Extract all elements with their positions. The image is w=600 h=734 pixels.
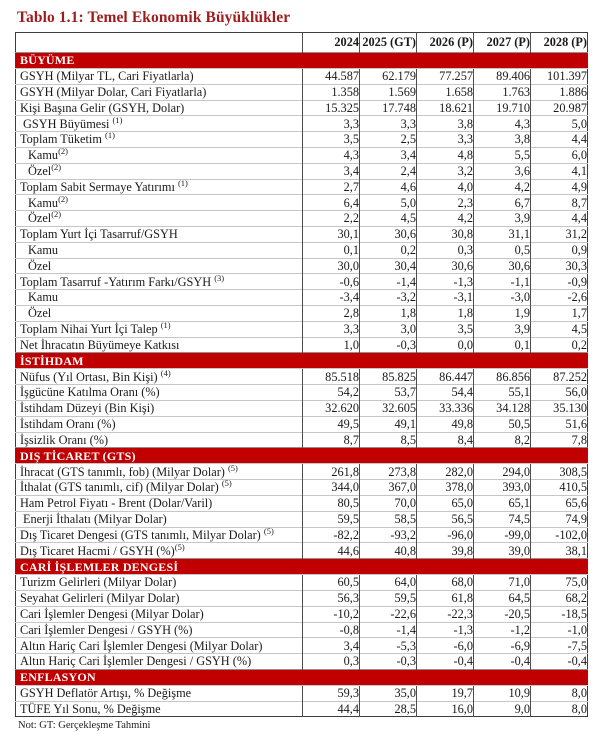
value-cell: 53,7 (360, 385, 417, 401)
value-cell: 15.325 (303, 100, 360, 116)
value-cell: 2,2 (303, 211, 360, 227)
value-cell: 32.605 (360, 400, 417, 416)
table-row (16, 416, 588, 432)
value-cell: 4,0 (417, 179, 474, 195)
table-row (16, 543, 588, 559)
footnote-marker: (1) (104, 131, 115, 141)
row-label: GSYH (Milyar TL, Cari Fiyatlarla) (16, 69, 303, 85)
table-row (16, 242, 588, 258)
value-cell: 3,4 (303, 163, 360, 179)
value-cell: -5,3 (360, 638, 417, 654)
value-cell: 3,4 (360, 147, 417, 163)
value-cell: 30,3 (531, 258, 588, 274)
value-cell: -22,6 (360, 606, 417, 622)
value-cell: -0,4 (417, 654, 474, 670)
value-cell: 30,6 (417, 258, 474, 274)
row-label: Özel (16, 305, 303, 321)
value-cell: -96,0 (417, 527, 474, 543)
table-row (16, 464, 588, 480)
value-cell: 59,5 (360, 590, 417, 606)
value-cell: 1,7 (531, 305, 588, 321)
value-cell: 4,1 (531, 163, 588, 179)
value-cell: 393,0 (474, 480, 531, 496)
value-cell: 0,1 (474, 337, 531, 353)
value-cell: 5,5 (474, 147, 531, 163)
value-cell: -0,9 (531, 274, 588, 290)
value-cell: 54,2 (303, 385, 360, 401)
footnote-marker: (1) (177, 179, 188, 188)
value-cell: 4,4 (531, 132, 588, 148)
row-label: İstihdam Düzeyi (Bin Kişi) (16, 400, 303, 416)
value-cell: 65,6 (531, 495, 588, 511)
value-cell: 3,9 (474, 211, 531, 227)
row-label: Toplam Nihai Yurt İçi Talep $^{(1)}$ (16, 321, 303, 337)
value-cell: 4,5 (531, 321, 588, 337)
value-cell: -1,3 (417, 622, 474, 638)
value-cell: 3,3 (303, 321, 360, 337)
footnote-marker: (2) (51, 210, 62, 220)
value-cell: 0,2 (531, 337, 588, 353)
table-row (16, 321, 588, 337)
row-label: Kamu (16, 242, 303, 258)
table-footnote: Not: GT: Gerçekleşme Tahmini (18, 720, 151, 732)
value-cell: 80,5 (303, 495, 360, 511)
value-cell: 85.518 (303, 369, 360, 385)
row-label: İthalat (GTS tanımlı, cif) (Milyar Dolar) $^{(5)}$ (16, 480, 303, 496)
table-row (16, 575, 588, 591)
value-cell: 7,8 (531, 432, 588, 448)
value-cell: -6,0 (417, 638, 474, 654)
footnote-marker: (1) (112, 115, 123, 125)
value-cell: 39,0 (474, 543, 531, 559)
value-cell: 3,8 (417, 116, 474, 132)
value-cell: 74,9 (531, 511, 588, 527)
footnote-marker: (2) (51, 163, 62, 172)
value-cell: 59,5 (303, 511, 360, 527)
table-row (16, 685, 588, 701)
value-cell: 31,1 (474, 226, 531, 242)
column-header: 2024 (303, 33, 360, 53)
value-cell: 3,2 (417, 163, 474, 179)
value-cell: 49,5 (303, 416, 360, 432)
value-cell: 31,2 (531, 226, 588, 242)
value-cell: 4,3 (303, 147, 360, 163)
row-label: Özel (16, 258, 303, 274)
row-label: Altın Hariç Cari İşlemler Dengesi / GSYH (%) (16, 654, 303, 670)
value-cell: 60,5 (303, 575, 360, 591)
row-label: Özel$^{(2)}$ (16, 211, 303, 227)
footnote-marker: (3) (214, 273, 225, 283)
value-cell: 410,5 (531, 480, 588, 496)
value-cell: 39,8 (417, 543, 474, 559)
value-cell: 261,8 (303, 464, 360, 480)
value-cell: 8,2 (474, 432, 531, 448)
row-label: Kamu$^{(2)}$ (16, 147, 303, 163)
row-label: Nüfus (Yıl Ortası, Bin Kişi) $^{(4)}$ (16, 369, 303, 385)
value-cell: 0,3 (303, 654, 360, 670)
section-row (16, 669, 588, 685)
table-row (16, 432, 588, 448)
value-cell: 64,5 (474, 590, 531, 606)
value-cell: 49,1 (360, 416, 417, 432)
section-header: ENFLASYON (16, 669, 588, 685)
value-cell: 273,8 (360, 464, 417, 480)
value-cell: 0,9 (531, 242, 588, 258)
section-row (16, 353, 588, 369)
column-header: 2026 (P) (417, 33, 474, 53)
value-cell: 4,4 (531, 211, 588, 227)
value-cell: 9,0 (474, 701, 531, 717)
table-header (16, 33, 588, 53)
value-cell: 1.763 (474, 84, 531, 100)
column-header: 2028 (P) (531, 33, 588, 53)
value-cell: 2,5 (360, 132, 417, 148)
value-cell: 17.748 (360, 100, 417, 116)
value-cell: 4,2 (474, 179, 531, 195)
value-cell: 35,0 (360, 685, 417, 701)
table-row (16, 258, 588, 274)
value-cell: 44.587 (303, 69, 360, 85)
value-cell: 28,5 (360, 701, 417, 717)
value-cell: -22,3 (417, 606, 474, 622)
value-cell: 8,0 (531, 685, 588, 701)
value-cell: 50,5 (474, 416, 531, 432)
value-cell: 6,4 (303, 195, 360, 211)
table-body (16, 53, 588, 717)
footnote-marker: (5) (174, 542, 185, 552)
value-cell: 4,9 (531, 179, 588, 195)
table-row (16, 116, 588, 132)
corner-cell (16, 33, 303, 53)
value-cell: 77.257 (417, 69, 474, 85)
value-cell: -20,5 (474, 606, 531, 622)
value-cell: 65,1 (474, 495, 531, 511)
table-row (16, 179, 588, 195)
row-label: Turizm Gelirleri (Milyar Dolar) (16, 575, 303, 591)
value-cell: 294,0 (474, 464, 531, 480)
table-row (16, 226, 588, 242)
value-cell: 282,0 (417, 464, 474, 480)
value-cell: 30,4 (360, 258, 417, 274)
value-cell: 6,7 (474, 195, 531, 211)
value-cell: -1,3 (417, 274, 474, 290)
value-cell: 71,0 (474, 575, 531, 591)
value-cell: 1.358 (303, 84, 360, 100)
value-cell: 2,3 (417, 195, 474, 211)
section-header: İSTİHDAM (16, 353, 588, 369)
footnote-marker: (4) (160, 368, 171, 378)
value-cell: -1,1 (474, 274, 531, 290)
value-cell: 70,0 (360, 495, 417, 511)
row-label: Toplam Tüketim $^{(1)}$ (16, 132, 303, 148)
table-row (16, 654, 588, 670)
table-row (16, 527, 588, 543)
value-cell: -93,2 (360, 527, 417, 543)
value-cell: 344,0 (303, 480, 360, 496)
value-cell: 8,0 (531, 701, 588, 717)
value-cell: 308,5 (531, 464, 588, 480)
value-cell: 4,5 (360, 211, 417, 227)
table-row (16, 622, 588, 638)
value-cell: -3,4 (303, 290, 360, 306)
value-cell: 68,0 (417, 575, 474, 591)
value-cell: 2,8 (303, 305, 360, 321)
value-cell: 33.336 (417, 400, 474, 416)
value-cell: 38,1 (531, 543, 588, 559)
value-cell: -82,2 (303, 527, 360, 543)
section-row (16, 559, 588, 575)
footnote-marker: (5) (227, 463, 238, 473)
value-cell: 1,8 (360, 305, 417, 321)
table-row (16, 400, 588, 416)
value-cell: 56,5 (417, 511, 474, 527)
row-label: İşsizlik Oranı (%) (16, 432, 303, 448)
value-cell: -99,0 (474, 527, 531, 543)
table-row (16, 163, 588, 179)
table-row (16, 211, 588, 227)
value-cell: 65,0 (417, 495, 474, 511)
value-cell: 44,4 (303, 701, 360, 717)
value-cell: -3,0 (474, 290, 531, 306)
value-cell: 85.825 (360, 369, 417, 385)
value-cell: 2,7 (303, 179, 360, 195)
value-cell: 3,9 (474, 321, 531, 337)
column-header-row (16, 33, 588, 53)
value-cell: 20.987 (531, 100, 588, 116)
value-cell: 35.130 (531, 400, 588, 416)
section-header: CARİ İŞLEMLER DENGESİ (16, 559, 588, 575)
value-cell: 4,2 (417, 211, 474, 227)
value-cell: -102,0 (531, 527, 588, 543)
value-cell: -0,8 (303, 622, 360, 638)
value-cell: 8,5 (360, 432, 417, 448)
value-cell: 5,0 (360, 195, 417, 211)
value-cell: 30,6 (360, 226, 417, 242)
value-cell: 3,6 (474, 163, 531, 179)
value-cell: 101.397 (531, 69, 588, 85)
value-cell: 5,0 (531, 116, 588, 132)
row-label: Altın Hariç Cari İşlemler Dengesi (Milyar Dolar) (16, 638, 303, 654)
row-label: GSYH Büyümesi $^{(1)}$ (16, 116, 303, 132)
value-cell: -0,4 (474, 654, 531, 670)
value-cell: 3,5 (303, 132, 360, 148)
value-cell: 62.179 (360, 69, 417, 85)
table-row (16, 274, 588, 290)
value-cell: -10,2 (303, 606, 360, 622)
value-cell: -0,6 (303, 274, 360, 290)
table-row (16, 385, 588, 401)
section-header: BÜYÜME (16, 53, 588, 69)
value-cell: 40,8 (360, 543, 417, 559)
value-cell: 3,3 (303, 116, 360, 132)
table-row (16, 305, 588, 321)
value-cell: 0,3 (417, 242, 474, 258)
value-cell: 378,0 (417, 480, 474, 496)
value-cell: -1,4 (360, 274, 417, 290)
row-label: İhracat (GTS tanımlı, fob) (Milyar Dolar) $^{(5)}$ (16, 464, 303, 480)
value-cell: 49,8 (417, 416, 474, 432)
value-cell: 30,1 (303, 226, 360, 242)
value-cell: -3,1 (417, 290, 474, 306)
row-label: Toplam Tasarruf -Yatırım Farkı/GSYH $^{(3)}$ (16, 274, 303, 290)
row-label: Kamu$^{(2)}$ (16, 195, 303, 211)
table-row (16, 480, 588, 496)
value-cell: 3,5 (417, 321, 474, 337)
section-header: DIŞ TİCARET (GTS) (16, 448, 588, 464)
value-cell: 8,4 (417, 432, 474, 448)
value-cell: 34.128 (474, 400, 531, 416)
value-cell: 1,9 (474, 305, 531, 321)
value-cell: -18,5 (531, 606, 588, 622)
value-cell: 8,7 (303, 432, 360, 448)
value-cell: 4,6 (360, 179, 417, 195)
value-cell: 56,3 (303, 590, 360, 606)
value-cell: 1.658 (417, 84, 474, 100)
row-label: Dış Ticaret Dengesi (GTS tanımlı, Milyar Dolar) $^{(5)}$ (16, 527, 303, 543)
row-label: Kişi Başına Gelir (GSYH, Dolar) (16, 100, 303, 116)
value-cell: 8,7 (531, 195, 588, 211)
footnote-marker: (5) (221, 479, 232, 489)
value-cell: 87.252 (531, 369, 588, 385)
value-cell: 56,0 (531, 385, 588, 401)
row-label: Toplam Yurt İçi Tasarruf/GSYH (16, 226, 303, 242)
row-label: İstihdam Oranı (%) (16, 416, 303, 432)
value-cell: 4,8 (417, 147, 474, 163)
value-cell: 75,0 (531, 575, 588, 591)
row-label: Toplam Sabit Sermaye Yatırımı $^{(1)}$ (16, 179, 303, 195)
value-cell: -7,5 (531, 638, 588, 654)
value-cell: -2,6 (531, 290, 588, 306)
row-label: Kamu (16, 290, 303, 306)
value-cell: -3,2 (360, 290, 417, 306)
row-label: Net İhracatın Büyümeye Katkısı (16, 337, 303, 353)
row-label: Enerji İthalatı (Milyar Dolar) (16, 511, 303, 527)
table-row (16, 369, 588, 385)
row-label: Seyahat Gelirleri (Milyar Dolar) (16, 590, 303, 606)
table-row (16, 195, 588, 211)
table-row (16, 132, 588, 148)
value-cell: -0,3 (360, 337, 417, 353)
value-cell: 18.621 (417, 100, 474, 116)
value-cell: 68,2 (531, 590, 588, 606)
value-cell: 2,4 (360, 163, 417, 179)
value-cell: 3,4 (303, 638, 360, 654)
row-label: Cari İşlemler Dengesi / GSYH (%) (16, 622, 303, 638)
section-row (16, 53, 588, 69)
value-cell: 86.447 (417, 369, 474, 385)
table-row (16, 337, 588, 353)
footnote-marker: (1) (160, 321, 171, 330)
value-cell: -1,4 (360, 622, 417, 638)
value-cell: 61,8 (417, 590, 474, 606)
value-cell: 0,5 (474, 242, 531, 258)
value-cell: 32.620 (303, 400, 360, 416)
value-cell: -1,2 (474, 622, 531, 638)
value-cell: 1,8 (417, 305, 474, 321)
value-cell: 6,0 (531, 147, 588, 163)
value-cell: 74,5 (474, 511, 531, 527)
value-cell: -6,9 (474, 638, 531, 654)
value-cell: -0,4 (531, 654, 588, 670)
table-row (16, 147, 588, 163)
footnote-marker: (2) (58, 194, 68, 204)
economic-table (15, 32, 588, 717)
value-cell: 55,1 (474, 385, 531, 401)
value-cell: 51,6 (531, 416, 588, 432)
value-cell: 64,0 (360, 575, 417, 591)
table-row (16, 100, 588, 116)
value-cell: 1.569 (360, 84, 417, 100)
table-row (16, 290, 588, 306)
row-label: Cari İşlemler Dengesi (Milyar Dolar) (16, 606, 303, 622)
value-cell: 1,0 (303, 337, 360, 353)
footnote-marker: (2) (58, 147, 68, 157)
value-cell: 3,0 (360, 321, 417, 337)
value-cell: 3,3 (417, 132, 474, 148)
row-label: Özel$^{(2)}$ (16, 163, 303, 179)
column-header: 2027 (P) (474, 33, 531, 53)
footnote-marker: (5) (263, 527, 274, 536)
value-cell: 86.856 (474, 369, 531, 385)
table-row (16, 511, 588, 527)
table-row (16, 606, 588, 622)
value-cell: 3,3 (360, 116, 417, 132)
row-label: Dış Ticaret Hacmi / GSYH (%)$^{(5)}$ (16, 543, 303, 559)
table-title: Tablo 1.1: Temel Ekonomik Büyüklükler (17, 9, 291, 26)
value-cell: 59,3 (303, 685, 360, 701)
row-label: TÜFE Yıl Sonu, % Değişme (16, 701, 303, 717)
row-label: İşgücüne Katılma Oranı (%) (16, 385, 303, 401)
row-label: GSYH Deflatör Artışı, % Değişme (16, 685, 303, 701)
value-cell: 4,3 (474, 116, 531, 132)
column-header: 2025 (GT) (360, 33, 417, 53)
value-cell: 30,8 (417, 226, 474, 242)
table-row (16, 701, 588, 717)
value-cell: 58,5 (360, 511, 417, 527)
value-cell: 16,0 (417, 701, 474, 717)
value-cell: -1,0 (531, 622, 588, 638)
value-cell: 0,2 (360, 242, 417, 258)
value-cell: 10,9 (474, 685, 531, 701)
section-row (16, 448, 588, 464)
table-row (16, 495, 588, 511)
value-cell: 3,8 (474, 132, 531, 148)
value-cell: 30,6 (474, 258, 531, 274)
value-cell: 0,1 (303, 242, 360, 258)
value-cell: 44,6 (303, 543, 360, 559)
value-cell: 19.710 (474, 100, 531, 116)
value-cell: 1.886 (531, 84, 588, 100)
value-cell: 0,0 (417, 337, 474, 353)
table-row (16, 84, 588, 100)
value-cell: 367,0 (360, 480, 417, 496)
row-label: Ham Petrol Fiyatı - Brent (Dolar/Varil) (16, 495, 303, 511)
value-cell: 30,0 (303, 258, 360, 274)
value-cell: -0,3 (360, 654, 417, 670)
value-cell: 89.406 (474, 69, 531, 85)
value-cell: 54,4 (417, 385, 474, 401)
table-row (16, 69, 588, 85)
table-row (16, 638, 588, 654)
value-cell: 19,7 (417, 685, 474, 701)
table-row (16, 590, 588, 606)
row-label: GSYH (Milyar Dolar, Cari Fiyatlarla) (16, 84, 303, 100)
